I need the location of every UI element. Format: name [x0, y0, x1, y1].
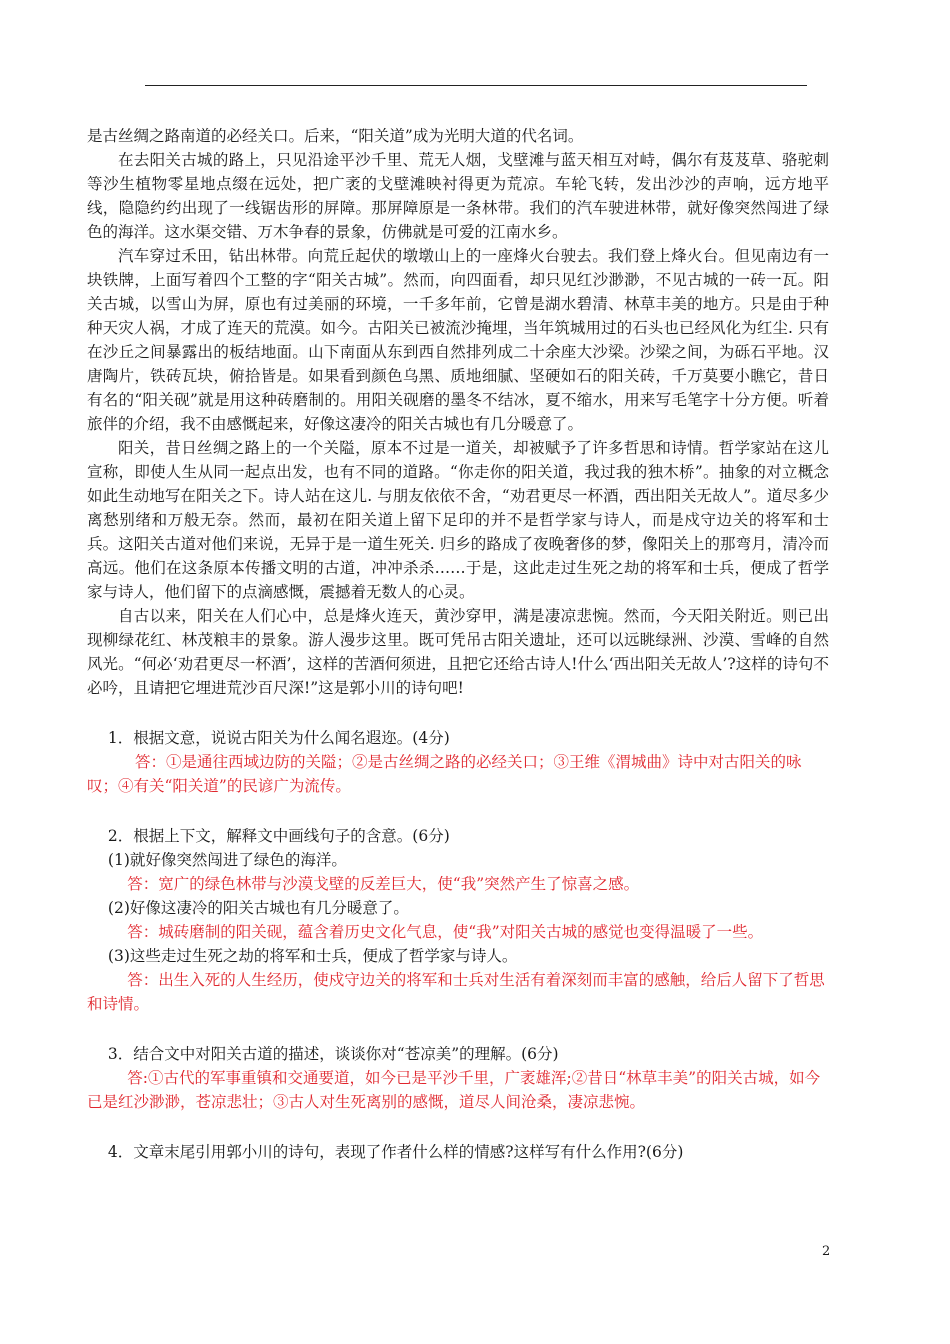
passage-paragraph: 自古以来，阳关在人们心中，总是烽火连天，黄沙穿甲，满是凄凉悲惋。然而，今天阳关附近。则已出现柳绿花红、林茂粮丰的景象。游人漫步这里。既可凭吊古阳关遗址，还可以远眺绿洲、沙漠、雪峰的自然风光。“何必‘劝君更尽一杯酒’，这样的苦酒何须进，且把它还给古诗人!什么‘西出阳关无故人’?这样的诗句不必吟，且请把它埋进荒沙百尺深!”这是郭小川的诗句吧!: [87, 607, 829, 697]
answer-text: 答：宽广的绿色林带与沙漠戈壁的反差巨大，使“我”突然产生了惊喜之感。: [127, 875, 640, 893]
question-text: 3．结合文中对阳关古道的描述，谈谈你对“苍凉美”的理解。(6分): [107, 1045, 559, 1063]
question-text: 4．文章末尾引用郭小川的诗句，表现了作者什么样的情感?这样写有什么作用?(6分): [107, 1143, 684, 1161]
passage-paragraph: 汽车穿过禾田，钻出林带。向荒丘起伏的墩墩山上的一座烽火台驶去。我们登上烽火台。但见南边有一块铁牌，上面写着四个工整的字“阳关古城”。然而，向四面看，却只见红沙渺渺，不见古城的一砖一瓦。阳关古城，以雪山为屏，原也有过美丽的环境，一千多年前，它曾是湖水碧清、林草丰美的地方。只是由于种种天灾人祸，才成了连天的荒漠。如今。古阳关已被流沙掩埋，当年筑城用过的石头也已经风化为红尘. 只有在沙丘之间暴露出的板结地面。山下南面从东到西自然排列成二十余座大沙梁。沙梁之间，为砾石平地。汉唐陶片，铁砖瓦块，俯拾皆是。如果看到颜色乌黑、质地细腻、坚硬如石的阳关砖，千万莫要小瞧它，昔日有名的“阳关砚”就是用这种砖磨制的。用阳关砚磨的墨冬不结冰，夏不缩水，用来写毛笔字十分方便。听着旅伴的介绍，我不由感慨起来，好像这凄冷的阳关古城也有几分暖意了。: [87, 247, 829, 433]
passage-paragraph: 在去阳关古城的路上，只见沿途平沙千里、荒无人烟，戈壁滩与蓝天相互对峙，偶尔有芨芨草、骆驼刺等沙生植物零星地点缀在远处，把广袤的戈壁滩映衬得更为荒凉。车轮飞转，发出沙沙的声响，远方地平线，隐隐约约出现了一线锯齿形的屏障。那屏障原是一条林带。我们的汽车驶进林带，就好像突然闯进了绿色的海洋。这水渠交错、万木争春的景象，仿佛就是可爱的江南水乡。: [87, 151, 829, 241]
header-rule: [145, 85, 807, 86]
answer-text: 答:①古代的军事重镇和交通要道，如今已是平沙千里，广袤雄浑;②昔日“林草丰美”的阳关古城，如今已是红沙渺渺，苍凉悲壮；③古人对生死离别的感慨，道尽人间沧桑，凄凉悲惋。: [87, 1069, 821, 1111]
sub-question: (1)就好像突然闯进了绿色的海洋。: [107, 851, 347, 869]
question-4: [87, 1140, 829, 1164]
document-body: [87, 124, 829, 1164]
question-3: [87, 1042, 829, 1114]
question-1: [87, 726, 829, 798]
passage-paragraph: 是古丝绸之路南道的必经关口。后来，“阳关道”成为光明大道的代名词。: [87, 127, 584, 145]
sub-question: (2)好像这凄冷的阳关古城也有几分暖意了。: [107, 899, 409, 917]
question-text: 1．根据文意，说说古阳关为什么闻名遐迩。(4分): [107, 729, 450, 747]
page-number: 2: [822, 1244, 831, 1259]
question-text: 2．根据上下文，解释文中画线句子的含意。(6分): [107, 827, 450, 845]
answer-text: 答：城砖磨制的阳关砚，蕴含着历史文化气息，使“我”对阳关古城的感觉也变得温暖了一些。: [127, 923, 764, 941]
answer-text: 答：出生入死的人生经历，使戍守边关的将军和士兵对生活有着深刻而丰富的感触，给后人留下了哲思和诗情。: [87, 971, 825, 1013]
question-2: [87, 824, 829, 1016]
answer-text: 答：①是通往西域边防的关隘；②是古丝绸之路的必经关口；③王维《渭城曲》诗中对古阳关的咏叹；④有关“阳关道”的民谚广为流传。: [87, 753, 802, 795]
sub-question: (3)这些走过生死之劫的将军和士兵，便成了哲学家与诗人。: [107, 947, 518, 965]
passage-paragraph: 阳关，昔日丝绸之路上的一个关隘，原本不过是一道关，却被赋予了许多哲思和诗情。哲学家站在这儿宣称，即使人生从同一起点出发，也有不同的道路。“你走你的阳关道，我过我的独木桥”。抽象的对立概念如此生动地写在阳关之下。诗人站在这儿. 与朋友依依不舍，“劝君更尽一杯酒，西出阳关无故人”。道尽多少离愁别绪和万般无奈。然而，最初在阳关道上留下足印的并不是哲学家与诗人，而是戍守边关的将军和士兵。这阳关古道对他们来说，无异于是一道生死关. 归乡的路成了夜晚奢侈的梦，像阳关上的那弯月，清冷而高远。他们在这条原本传播文明的古道，冲冲杀杀……于是，这此走过生死之劫的将军和士兵，便成了哲学家与诗人，他们留下的点滴感慨，震撼着无数人的心灵。: [87, 439, 829, 601]
